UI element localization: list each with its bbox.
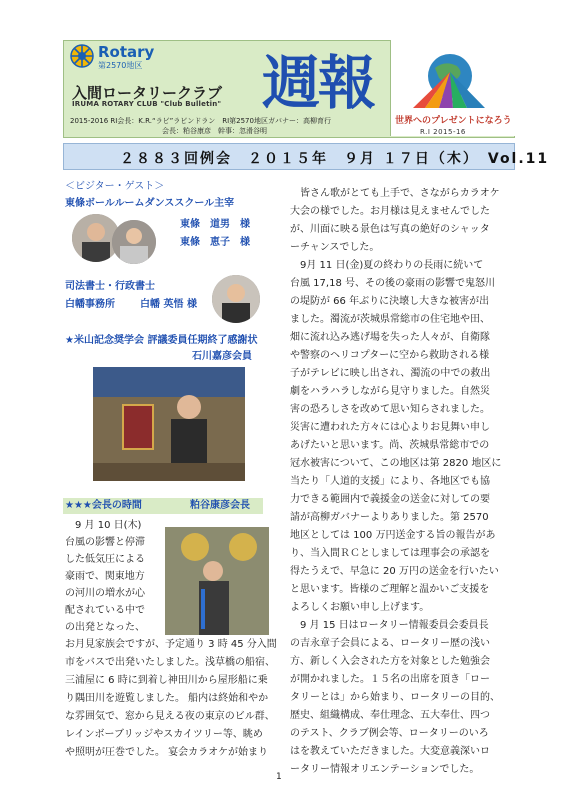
theme-logo-icon: [405, 46, 495, 110]
visitor-name-2: 東條 恵子 様: [180, 237, 250, 248]
right-column-text: [290, 185, 512, 779]
visitor-org-1: 東條ボールルームダンススクール主宰: [65, 198, 235, 209]
text-line: お月見家族会ですが、予定通り 3 時 45 分入間: [65, 639, 277, 650]
text-line: り隅田川を遊覧しました。 船内は終始和やか: [65, 693, 269, 704]
text-line: 災害に遭われた方々には心よりお見舞い申し: [290, 422, 490, 433]
text-line: や警察のヘリコプターに空から救助される様: [290, 350, 490, 361]
theme-year: R.I 2015-16: [420, 128, 466, 136]
visitors-heading: ＜ビジター・ゲスト＞: [65, 181, 165, 192]
officers-line-1: 2015-2016 RI会長：K.R.“ラビ”ラビンドラン RI第2570地区ガバナー：高柳育行: [70, 117, 331, 125]
text-line: 台風の影響と停滞: [65, 537, 145, 548]
district-label: 第2570地区: [98, 61, 143, 70]
text-line: レインボーブリッジやスカイツリー等、眺め: [65, 729, 263, 740]
rotary-wheel-icon: [70, 44, 94, 68]
text-line: よろしくお願い申し上げます。: [290, 602, 430, 613]
text-line: のテスト、クラブ例会等、ロータリーのいろ: [290, 728, 489, 739]
text-line: の出発となった、: [65, 622, 145, 633]
president-text-narrow: [65, 517, 165, 636]
text-line: 歴史、組織構成、奉仕理念、五大奉仕、四つ: [290, 710, 490, 721]
text-line: 力できる範囲内で義援金の送金に対しての要: [290, 494, 490, 505]
club-name: 入間ロータリークラブ: [72, 84, 223, 102]
text-line: 皆さん歌がとても上手で、さながらカラオケ: [300, 188, 500, 199]
text-line: 請が高柳ガバナーよりありました。第 2570: [290, 512, 489, 523]
text-line: 畑に流れ込み逃げ場を失った人々が、自衛隊: [290, 332, 490, 343]
theme-slogan: 世界へのプレゼントになろう: [395, 116, 512, 126]
text-line: 豪雨で、関東地方: [65, 571, 145, 582]
text-line: はを教えていただきました。大変意義深いロ: [290, 746, 490, 757]
text-line: ました。濁流が茨城県常総市の住宅地や田、: [290, 314, 490, 325]
president-text-wide: [65, 636, 285, 762]
text-line: な雰囲気で、窓から見える夜の東京のビル群、: [65, 711, 275, 722]
award-recipient: 石川嘉彦会員: [192, 351, 252, 362]
text-line: と思います。皆様のご理解と温かいご支援を: [290, 584, 490, 595]
bulletin-title: 週報: [262, 49, 375, 117]
text-line: 9 月 15 日はロータリー情報委員会委員長: [300, 620, 489, 631]
club-name-english: IRUMA ROTARY CLUB "Club Bulletin": [72, 100, 222, 108]
text-line: タリーとは」から始まり、ロータリーの目的、: [290, 692, 500, 703]
visitor-photo-2: [112, 220, 156, 264]
text-line: 当たり「人道的支援」により、各地区でも協: [290, 476, 490, 487]
president-photo: [165, 527, 269, 635]
text-line: が開かれました。１５名の出席を頂き「ロー: [290, 674, 490, 685]
award-title: ★米山記念奨学会 評議委員任期終了感謝状: [65, 335, 258, 346]
text-line: ータリー情報オリエンテーションでした。: [290, 764, 480, 775]
text-line: した低気圧による: [65, 554, 145, 565]
visitor-name-1: 東條 道男 様: [180, 219, 250, 230]
text-line: が、川面に映る景色は写真の絶好のシャッタ: [290, 224, 490, 235]
visitor-photo-3: [212, 275, 260, 323]
text-line: や照明が圧巻でした。 宴会カラオケが始まり: [65, 747, 268, 758]
officers-line-2: 会長：粕谷康彦 幹事：忽滑谷明: [162, 127, 267, 135]
text-line: の堤防が 66 年ぶりに決壊し大きな被害が出: [290, 296, 490, 307]
text-line: 三浦屋に 6 時に到着し神田川から屋形船に乗: [65, 675, 268, 686]
award-photo: [93, 367, 245, 481]
text-line: 害の恐ろしさを改めて思い知らされました。: [290, 404, 490, 415]
visitor-name-3: 白幡 英悟 様: [140, 299, 197, 310]
text-line: ーチャンスでした。: [290, 242, 380, 253]
text-line: 冠水被害について、この地区は第 2820 地区に: [290, 458, 502, 469]
text-line: 子がテレビに映し出され、濁流の中での救出: [290, 368, 491, 379]
text-line: 劇をハラハラしながら見守りました。自然災: [290, 386, 490, 397]
text-line: あげたいと思います。尚、茨城県常総市での: [290, 440, 490, 451]
text-line: 9月 11 日(金)夏の終わりの長雨に続いて: [300, 260, 484, 271]
visitor-org-2-line-1: 司法書士・行政書士: [65, 281, 155, 292]
page-number: 1: [276, 772, 282, 782]
text-line: 得たうえで、早急に 20 万円の送金を行いたい: [290, 566, 499, 577]
text-line: 地区としては 100 万円送金する旨の報告があ: [290, 530, 496, 541]
text-line: 大会の様でした。お月様は見えませんでした: [290, 206, 490, 217]
visitor-org-2-line-2: 白幡事務所: [65, 299, 115, 310]
text-line: 9 月 10 日(木): [75, 520, 142, 531]
text-line: り、当入間ＲＣとしましては理事会の承認を: [290, 548, 490, 559]
text-line: の吉永章子会員による、ロータリー歴の浅い: [290, 638, 490, 649]
text-line: 方、新しく入会された方を対象とした勉強会: [290, 656, 490, 667]
text-line: 配されている中で: [65, 605, 145, 616]
meeting-info: ２８８３回例会 ２０１５年 ９月 １７日（木） Vol.11: [120, 151, 550, 167]
text-line: 市をバスで出発いたしました。浅草橋の船宿、: [65, 657, 275, 668]
text-line: の河川の増水が心: [65, 588, 145, 599]
text-line: 台風 17,18 号、その後の豪雨の影響で鬼怒川: [290, 278, 495, 289]
rotary-logo-text: Rotary: [98, 43, 155, 61]
president-time-heading: ★★★会長の時間: [65, 500, 142, 511]
president-name: 粕谷康彦会長: [190, 500, 250, 511]
